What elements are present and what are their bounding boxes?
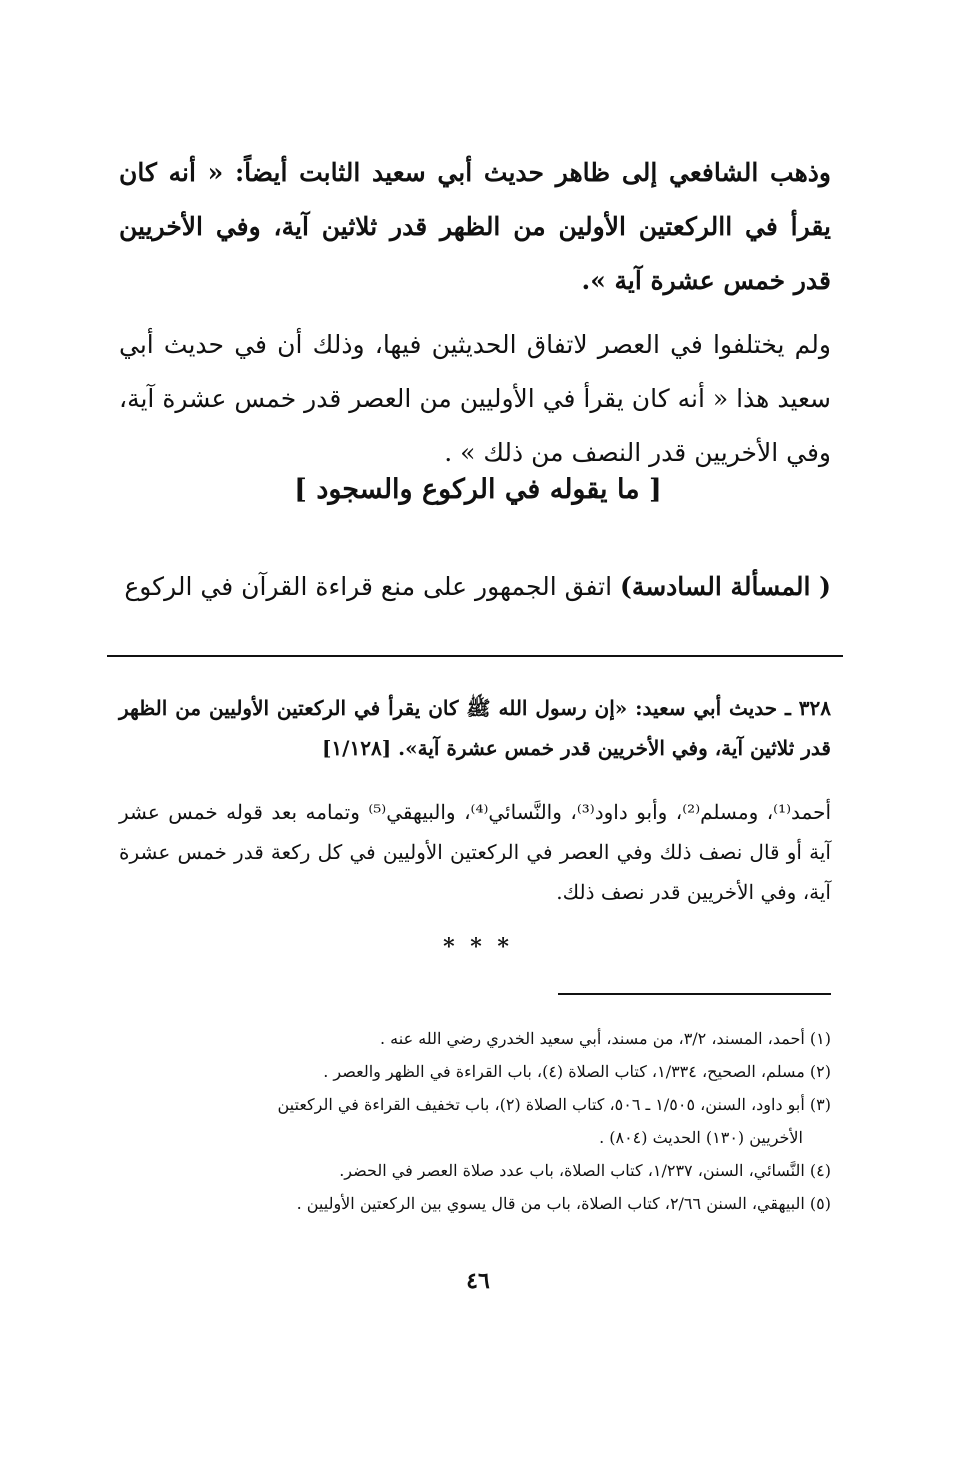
body-paragraph-asr: ولم يختلفوا في العصر لاتفاق الحديثين فيها، وذلك أن في حديث أبي سعيد هذا « أنه كان يقرأ في الأوليين من العصر قدر خمس عشرة آية، وفي الأخريين قدر النصف من ذلك » . — [119, 330, 831, 467]
footnote-text: (١) أحمد، المسند، ٣/٢، من مسند، أبي سعيد الخدري رضي الله عنه . — [380, 1029, 831, 1048]
footnote-item — [111, 1022, 831, 1055]
hadith-heading: ٣٢٨ ـ حديث أبي سعيد: «إن رسول الله ﷺ كان يقرأ في الركعتين الأوليين من الظهر قدر ثلاثين آية، وفي الأخريين قدر خمس عشرة آية». [١/١٢٨] — [119, 696, 831, 760]
footnote-item — [111, 1154, 831, 1187]
body-paragraph-shafii: وذهب الشافعي إلى ظاهر حديث أبي سعيد الثابت أيضاً: « أنه كان يقرأ في االركعتين الأولين من الظهر قدر ثلاثين آية، وفي الأخريين قدر خمس عشرة آية ». — [119, 158, 831, 295]
section-separator: * * * — [443, 934, 513, 960]
footnotes-list — [111, 1022, 831, 1220]
section-heading: [ ما يقوله في الركوع والسجود ] — [294, 474, 662, 505]
issue-lead: ( المسألة السادسة) — [620, 572, 831, 601]
footnote-text: (٢) مسلم، الصحيح، ١/٣٣٤، كتاب الصلاة (٤)، باب القراءة في الظهر والعصر . — [323, 1062, 831, 1081]
footnote-item — [111, 1088, 831, 1154]
page-number: ٤٦ — [466, 1268, 490, 1294]
footnote-text: (٥) البيهقي، السنن ٢/٦٦، كتاب الصلاة، باب من قال يسوي بين الركعتين الأوليين . — [296, 1194, 831, 1213]
footnote-divider — [107, 655, 843, 657]
footnote-text: (٣) أبو داود، السنن، ١/٥٠٥ ـ ٥٠٦، كتاب الصلاة (٢)، باب تخفيف القراءة في الركعتين — [277, 1095, 831, 1114]
footnote-text: (٤) النَّسائي، السنن، ١/٢٣٧، كتاب الصلاة، باب عدد صلاة العصر في الحضر. — [339, 1161, 831, 1180]
footnote-item — [111, 1055, 831, 1088]
footnote-continuation: الأخريين (١٣٠) الحديث (٨٠٤) . — [599, 1128, 803, 1147]
footnotes-divider — [558, 993, 831, 995]
footnote-item — [111, 1187, 831, 1220]
issue-text: اتفق الجمهور على منع قراءة القرآن في الركوع — [124, 572, 613, 601]
issue-paragraph — [119, 560, 831, 614]
hadith-takhrij: أحمد⁽¹⁾، ومسلم⁽²⁾، وأبو داود⁽³⁾، والنَّسائي⁽⁴⁾، والبيهقي⁽⁵⁾ وتمامه بعد قوله خمس عشر آية أو قال نصف ذلك وفي العصر في الركعتين الأوليين في كل ركعة قدر خمس عشرة آية، وفي الأخريين قدر نصف ذلك. — [119, 800, 832, 904]
